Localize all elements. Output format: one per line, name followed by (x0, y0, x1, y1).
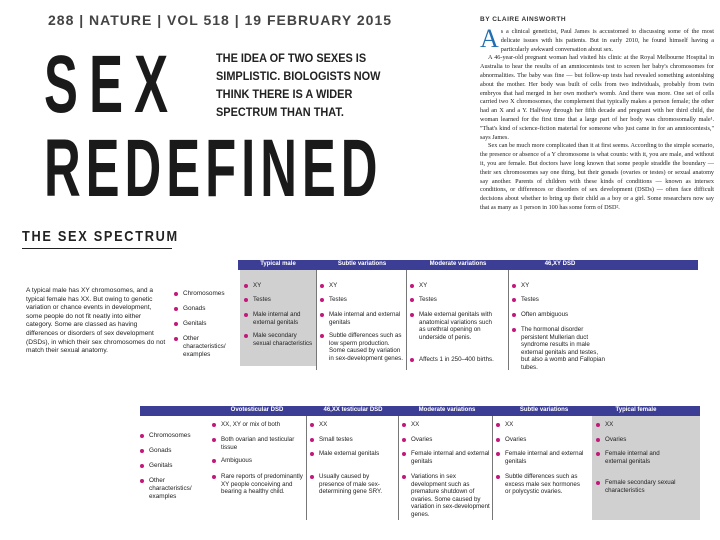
bullet-dot-icon (174, 337, 178, 341)
table-cell: Male external genitals with anatomical variations such as urethral opening on underside of penis. (410, 311, 500, 341)
bullet-dot-icon (320, 313, 324, 317)
bullet-dot-icon (320, 334, 324, 338)
bullet-dot-icon (244, 284, 248, 288)
bullet-dot-icon (212, 438, 216, 442)
table-cell: Male internal and external genitals (320, 311, 404, 326)
bullet-dot-icon (410, 313, 414, 317)
bullet-dot-icon (410, 358, 414, 362)
deck-text: THE IDEA OF TWO SEXES IS SIMPLISTIC. BIOLOGISTS NOW THINK THERE IS A WIDER SPECTRUM THAN THAT. (216, 53, 381, 119)
table-cell: Female internal and external genitals (496, 450, 586, 465)
key-top (174, 290, 234, 370)
bullet-dot-icon (310, 423, 314, 427)
bullet-dot-icon (512, 284, 516, 288)
table-cell: Often ambiguous (512, 311, 604, 319)
bullet-dot-icon (310, 452, 314, 456)
divider (306, 416, 307, 520)
divider (22, 248, 172, 249)
column-header: 46,XX testicular DSD (323, 407, 383, 413)
bullet-dot-icon (596, 423, 600, 427)
key-bottom (140, 432, 206, 502)
bullet-dot-icon (496, 438, 500, 442)
table-cell: Female internal and external genitals (596, 450, 676, 465)
bullet-dot-icon (310, 475, 314, 479)
divider (492, 416, 493, 520)
bullet-dot-icon (320, 284, 324, 288)
byline: BY CLAIRE AINSWORTH (480, 16, 567, 23)
key-item: Other characteristics/ examples (140, 477, 206, 501)
table-cell: Testes (244, 296, 271, 304)
bullet-dot-icon (310, 438, 314, 442)
key-item: Genitals (174, 320, 206, 328)
table-cell: Subtle differences such as low sperm production. Some caused by variation in sex-development genes. (320, 332, 404, 362)
column-typical-female (592, 416, 700, 520)
key-item: Chromosomes (140, 432, 191, 440)
bullet-dot-icon (244, 298, 248, 302)
table-cell: Ambiguous (212, 457, 252, 465)
table-cell: XY (512, 282, 529, 290)
bullet-dot-icon (140, 449, 144, 453)
table-cell: Male secondary sexual characteristics (244, 332, 314, 347)
article-paragraph-text: s a clinical geneticist, Paul James is accustomed to discussing some of the most delicate issues with his patients. But in early 2010, he found himself having a particularly awkward conversation about sex. (500, 28, 714, 53)
column-header: Subtle variations (519, 407, 569, 413)
divider (406, 270, 407, 370)
bullet-dot-icon (512, 298, 516, 302)
issue-header: 288 | NATURE | VOL 518 | 19 FEBRUARY 2015 (48, 12, 393, 28)
article-body (480, 24, 714, 213)
bullet-dot-icon (496, 475, 500, 479)
bullet-dot-icon (512, 328, 516, 332)
table-cell: XY (320, 282, 337, 290)
divider (508, 270, 509, 370)
table-cell: Usually caused by presence of male sex-determining gene SRY. (310, 473, 396, 496)
key-item: Genitals (140, 462, 172, 470)
divider (398, 416, 399, 520)
divider (316, 270, 317, 370)
bullet-dot-icon (212, 459, 216, 463)
table-cell: Variations in sex development such as premature shutdown of ovaries. Some caused by variation in sex-development genes. (402, 473, 490, 519)
bullet-dot-icon (410, 284, 414, 288)
table-cell: Affects 1 in 250–400 births. (410, 356, 500, 364)
bullet-dot-icon (596, 438, 600, 442)
table-cell: Small testes (310, 436, 353, 444)
column-header: Moderate variations (418, 407, 476, 413)
bullet-dot-icon (140, 434, 144, 438)
bullet-dot-icon (512, 313, 516, 317)
column-header: Moderate variations (429, 261, 487, 267)
column-header: 46,XY DSD (544, 261, 576, 267)
table-cell: XX, XY or mix of both (212, 421, 304, 429)
bullet-dot-icon (174, 292, 178, 296)
table-cell: The hormonal disorder persistent Mullerian duct syndrome results in male external genitals and testes, but also a womb and Fallopian tubes. (512, 326, 608, 372)
table-cell: Ovaries (402, 436, 432, 444)
bullet-dot-icon (410, 298, 414, 302)
table-cell: XY (244, 282, 261, 290)
table-cell: Testes (320, 296, 347, 304)
spectrum-title: THE SEX SPECTRUM (22, 228, 179, 245)
bullet-dot-icon (320, 298, 324, 302)
bullet-dot-icon (212, 423, 216, 427)
column-header: Typical female (615, 407, 657, 413)
key-item: Other characteristics/ examples (174, 335, 236, 359)
table-cell: Both ovarian and testicular tissue (212, 436, 304, 451)
title-line-2: REDEFINED (44, 123, 383, 214)
column-header: Subtle variations (337, 261, 387, 267)
key-item: Chromosomes (174, 290, 225, 298)
bullet-dot-icon (212, 475, 216, 479)
bullet-dot-icon (496, 452, 500, 456)
bullet-dot-icon (402, 475, 406, 479)
bullet-dot-icon (596, 481, 600, 485)
title-line-1: SEX (44, 39, 180, 130)
table-cell: XX (310, 421, 327, 429)
bullet-dot-icon (402, 438, 406, 442)
column-header: Ovotesticular DSD (230, 407, 284, 413)
table-cell: XX (402, 421, 419, 429)
table-cell: Female internal and external genitals (402, 450, 490, 465)
key-item: Gonads (174, 305, 205, 313)
table-cell: Female secondary sexual characteristics (596, 479, 676, 494)
bullet-dot-icon (174, 307, 178, 311)
bullet-dot-icon (140, 464, 144, 468)
table-cell: XX (596, 421, 613, 429)
article-paragraph (480, 24, 714, 54)
bullet-dot-icon (174, 322, 178, 326)
table-cell: Testes (512, 296, 539, 304)
bullet-dot-icon (244, 334, 248, 338)
bullet-dot-icon (402, 452, 406, 456)
bullet-dot-icon (140, 479, 144, 483)
table-cell: Subtle differences such as excess male sex hormones or polycystic ovaries. (496, 473, 586, 496)
table-cell: Ovaries (596, 436, 626, 444)
table-cell: Testes (410, 296, 437, 304)
spectrum-intro: A typical male has XY chromosomes, and a typical female has XX. But owing to genetic variation or chance events in development, some people do not fit neatly into either category. Some are classed as having differences or disorders of sex development (DSDs), in which their sex chromosomes do not match their sexual anatomy. (26, 287, 166, 355)
table-cell: Male external genitals (310, 450, 390, 458)
bullet-dot-icon (244, 313, 248, 317)
bullet-dot-icon (596, 452, 600, 456)
table-cell: Male internal and external genitals (244, 311, 314, 326)
article-paragraph: A 46-year-old pregnant woman had visited his clinic at the Royal Melbourne Hospital in Australia to hear the results of an amniocentesis test to screen her baby's chromosomes for abnormalities. The baby was fine — but follow-up tests had revealed something astonishing about the mother. Her body was built of cells from two individuals, probably from twin embryos that had merged in her own mother's womb. And there was more. One set of cells carried two X chromosomes, the complement that typically makes a person female; the other had an X and a Y. Halfway through her fifth decade and pregnant with her third child, the woman learned for the first time that a large part of her body was chromosomally male¹. "That's kind of science-fiction material for someone who just came in for an amniocentesis," says James. (480, 54, 714, 141)
column-header: Typical male (260, 261, 296, 267)
article-paragraph: Sex can be much more complicated than it at first seems. According to the simple scenario, the presence or absence of a Y chromosome is what counts: with it, you are male, and without it, you are female. But doctors have long known that some people straddle the boundary — their sex chromosomes say one thing, but their gonads (ovaries or testes) or sexual anatomy say another. Parents of children with these kinds of conditions — known as intersex conditions, or differences or disorders of sex development (DSDs) — often face difficult decisions about whether to bring up their child as a boy or a girl. Some researchers now say that as many as 1 person in 100 has some form of DSD². (480, 142, 714, 211)
table-cell: Ovaries (496, 436, 526, 444)
table-cell: XY (410, 282, 427, 290)
drop-cap: A (480, 24, 499, 53)
bullet-dot-icon (402, 423, 406, 427)
table-cell: Rare reports of predominantly XY people conceiving and bearing a healthy child. (212, 473, 304, 496)
key-item: Gonads (140, 447, 171, 455)
bullet-dot-icon (496, 423, 500, 427)
table-cell: XX (496, 421, 513, 429)
